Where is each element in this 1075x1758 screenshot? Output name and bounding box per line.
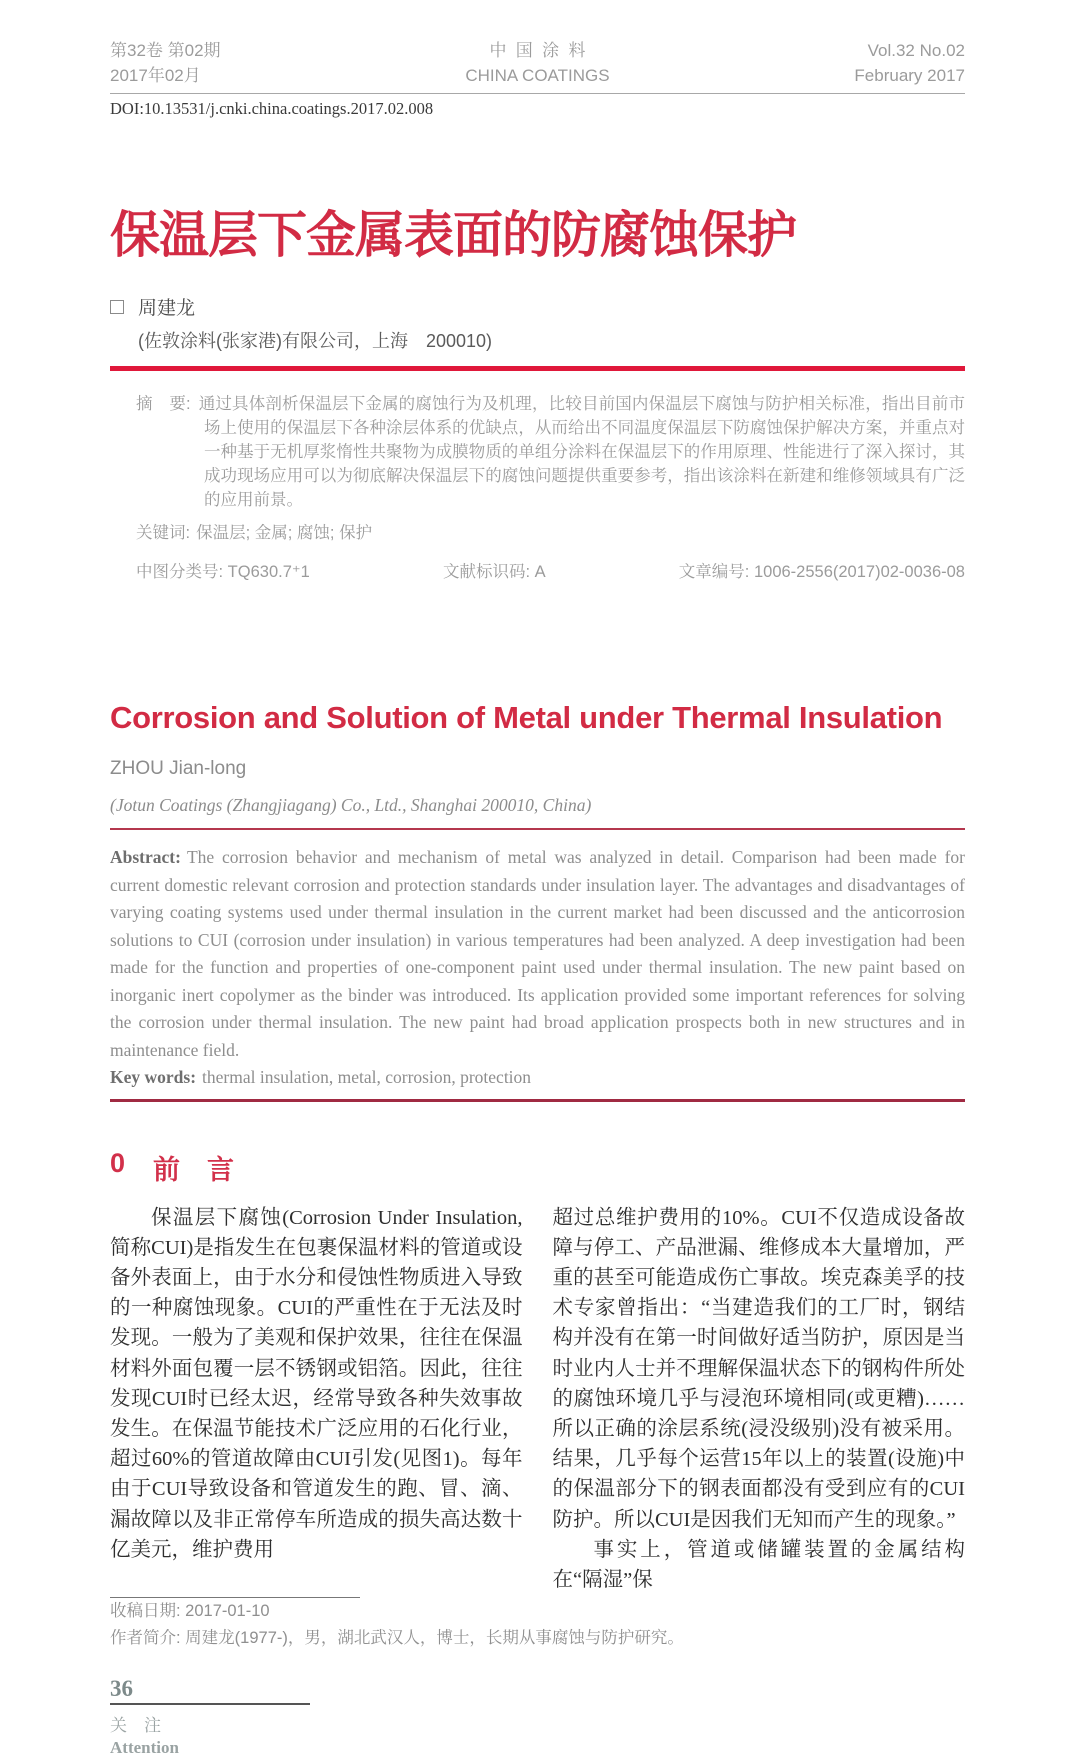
footnote-block	[110, 1597, 965, 1652]
section-heading	[110, 1148, 965, 1187]
date-cn: 2017年02月	[110, 66, 201, 85]
clc-value: TQ630.7⁺1	[227, 563, 310, 581]
article-title-en: Corrosion and Solution of Metal under Thermal Insulation	[110, 700, 943, 735]
affiliation-cn: (佐敦涂料(张家港)有限公司，上海 200010)	[138, 331, 493, 351]
document-code	[443, 558, 546, 582]
masthead-center	[465, 38, 609, 88]
author-bio-label: 作者简介:	[110, 1629, 186, 1648]
masthead-divider	[110, 93, 965, 94]
date-en: February 2017	[854, 66, 965, 85]
doc-code-value: A	[534, 563, 546, 581]
maroon-divider	[110, 1099, 965, 1102]
article-title-cn: 保温层下金属表面的防腐蚀保护	[110, 207, 796, 263]
keywords-en	[110, 1064, 965, 1092]
journal-masthead	[110, 38, 965, 88]
footer-column-name-en: Attention	[110, 1738, 179, 1758]
red-divider-thin	[110, 828, 965, 830]
footer-column-name-cn: 关 注	[110, 1716, 161, 1736]
doi-text: DOI:10.13531/j.cnki.china.coatings.2017.02.008	[110, 99, 434, 118]
masthead-left	[110, 38, 221, 88]
author-bio-line	[110, 1625, 965, 1652]
body-columns	[110, 1203, 965, 1596]
keywords-cn-label: 关键词:	[136, 524, 191, 542]
body-paragraph: 超过总维护费用的10%。CUI不仅造成设备故障与停工、产品泄漏、维修成本大量增加，严重的甚至可能造成伤亡事故。埃克森美孚的技术专家曾指出：“当建造我们的工厂时，钢结构并没有在第一时间做好适当防护，原因是当时业内人士并不理解保温状态下的钢构件所处的腐蚀环境几乎与浸泡环境相同(或更糟)……所以正确的涂层系统(浸没级别)没有被采用。结果，几乎每个运营15年以上的装置(设施)中的保温部分下的钢表面都没有受到应有的CUI防护。所以CUI是因我们无知而产生的现象。”	[552, 1206, 965, 1531]
abstract-en-text: The corrosion behavior and mechanism of metal was analyzed in detail. Comparison had been made for current domestic relevant corrosion and protection standards under insulation layer. The advantages and disadvantages of varying coating systems used under thermal insulation in the current market had been discussed and the anticorrosion solutions to CUI (corrosion under insulation) in various temperatures had been analyzed. A deep investigation had been made for the function and properties of one-component paint used under thermal insulation. The new paint based on inorganic inert copolymer as the binder was introduced. Its application provided some important references for solving the corrosion under thermal insulation. The new paint had broad application prospects both in new structures and in maintenance field.	[110, 847, 965, 1060]
footer-divider	[110, 1703, 310, 1705]
body-paragraph: 保温层下腐蚀(Corrosion Under Insulation, 简称CUI)是指发生在包裹保温材料的管道或设备外表面上，由于水分和侵蚀性物质进入导致的一种腐蚀现象。CUI的严重性在于无法及时发现。一般为了美观和保护效果，往往在保温材料外面包覆一层不锈钢或铝箔。因此，往往发现CUI时已经太迟，经常导致各种失效事故发生。在保温节能技术广泛应用的石化行业，超过60%的管道故障由CUI引发(见图1)。每年由于CUI导致设备和管道发生的跑、冒、滴、漏故障以及非正常停车所造成的损失高达数十亿美元，维护费用	[110, 1206, 523, 1561]
red-divider-thick	[110, 366, 965, 371]
abstract-cn-text: 通过具体剖析保温层下金属的腐蚀行为及机理，比较目前国内保温层下腐蚀与防护相关标准，指出目前市场上使用的保温层下各种涂层体系的优缺点，从而给出不同温度保温层下防腐蚀保护解决方案，并重点对一种基于无机厚浆惰性共聚物为成膜物质的单组分涂料在保温层下的作用原理、性能进行了深入探讨，其成功现场应用可以为彻底解决保温层下的腐蚀问题提供重要参考，指出该涂料在新建和维修领域具有广泛的应用前景。	[198, 395, 966, 509]
page-number: 36	[110, 1676, 133, 1702]
affiliation-en: (Jotun Coatings (Zhangjiagang) Co., Ltd., Shanghai 200010, China)	[110, 795, 592, 815]
author-name-en: ZHOU Jian-long	[110, 758, 247, 779]
body-column-right	[553, 1203, 966, 1596]
keywords-cn	[136, 519, 965, 543]
body-paragraph: 事实上，管道或储罐装置的金属结构在“隔湿”保	[552, 1538, 965, 1591]
abstract-cn	[136, 392, 965, 512]
keywords-en-label: Key words:	[110, 1067, 197, 1087]
abstract-en-label: Abstract:	[110, 847, 181, 867]
section-title: 前 言	[153, 1154, 235, 1185]
doc-code-label: 文献标识码:	[442, 563, 535, 581]
volume-issue-cn: 第32卷 第02期	[110, 41, 221, 60]
author-bio-text: 周建龙(1977-)，男，湖北武汉人，博士，长期从事腐蚀与防护研究。	[185, 1629, 684, 1648]
article-id-value: 1006-2556(2017)02-0036-08	[753, 563, 965, 581]
section-number: 0	[110, 1147, 126, 1178]
article-id-label: 文章编号:	[678, 563, 754, 581]
author-name-cn: 周建龙	[138, 298, 196, 319]
volume-issue-en: Vol.32 No.02	[867, 41, 965, 60]
author-square-marker-icon	[110, 300, 124, 314]
keywords-cn-text: 保温层; 金属; 腐蚀; 保护	[196, 524, 373, 542]
received-date-label: 收稿日期:	[110, 1602, 186, 1621]
journal-name-cn: 中国涂料	[489, 41, 595, 60]
clc-label: 中图分类号:	[136, 563, 228, 581]
journal-name-en: CHINA COATINGS	[465, 66, 610, 85]
clc-number	[136, 558, 310, 582]
received-date-line	[110, 1598, 965, 1625]
page-footer	[110, 1676, 965, 1758]
article-meta-row	[136, 558, 965, 582]
abstract-cn-label: 摘 要:	[136, 395, 191, 413]
received-date-value: 2017-01-10	[185, 1602, 270, 1621]
article-id	[679, 558, 965, 582]
body-column-left	[110, 1203, 523, 1596]
abstract-en	[110, 844, 965, 1064]
author-line	[110, 293, 965, 320]
masthead-right	[854, 38, 965, 88]
keywords-en-text: thermal insulation, metal, corrosion, protection	[202, 1067, 532, 1087]
